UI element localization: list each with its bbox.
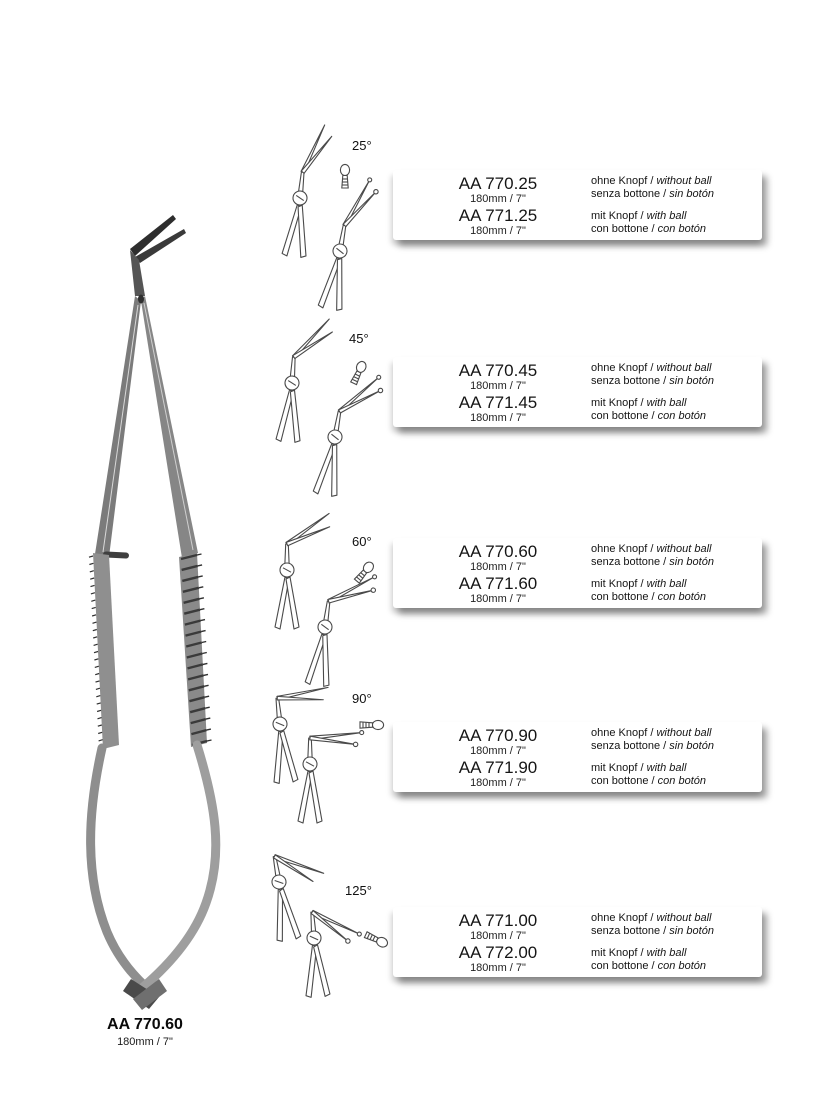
product-info-panel <box>393 538 762 608</box>
product-description <box>591 762 762 788</box>
product-description <box>591 210 762 236</box>
desc-italian: con bottone / <box>591 222 655 235</box>
angle-label: 60° <box>352 534 372 549</box>
product-info-panel <box>393 722 762 792</box>
desc-english: without ball <box>656 911 712 924</box>
desc-english: with ball <box>646 396 687 409</box>
product-codes-column <box>393 725 577 790</box>
product-entry <box>419 574 577 605</box>
product-code: AA 770.45 <box>458 360 538 380</box>
desc-english: without ball <box>656 174 712 187</box>
product-descriptions-column <box>577 175 762 236</box>
product-info-panel <box>393 357 762 427</box>
product-entry <box>419 206 577 237</box>
product-entry <box>419 542 577 573</box>
desc-spanish: con botón <box>657 222 706 235</box>
product-size: 180mm / 7" <box>470 560 526 573</box>
product-info-panel <box>393 907 762 977</box>
desc-spanish: con botón <box>657 590 706 603</box>
product-codes-column <box>393 360 577 425</box>
desc-english: with ball <box>646 209 687 222</box>
desc-spanish: sin botón <box>669 924 714 937</box>
desc-german: mit Knopf / <box>591 396 644 409</box>
desc-english: with ball <box>646 577 687 590</box>
desc-english: without ball <box>656 542 712 555</box>
desc-spanish: con botón <box>657 774 706 787</box>
product-description <box>591 727 762 753</box>
product-descriptions-column <box>577 362 762 423</box>
product-entry <box>419 911 577 942</box>
product-entry <box>419 758 577 789</box>
desc-spanish: con botón <box>657 409 706 422</box>
desc-italian: con bottone / <box>591 959 655 972</box>
desc-spanish: con botón <box>657 959 706 972</box>
scissors-angle-illustration <box>250 118 405 320</box>
desc-italian: con bottone / <box>591 409 655 422</box>
desc-italian: senza bottone / <box>591 739 667 752</box>
desc-english: without ball <box>656 726 712 739</box>
desc-italian: senza bottone / <box>591 924 667 937</box>
desc-english: with ball <box>646 761 687 774</box>
product-code: AA 771.90 <box>458 757 538 777</box>
product-codes-column <box>393 173 577 238</box>
angle-label: 45° <box>349 331 369 346</box>
desc-german: ohne Knopf / <box>591 911 654 924</box>
desc-german: mit Knopf / <box>591 761 644 774</box>
product-code: AA 771.25 <box>458 205 538 225</box>
product-description <box>591 578 762 604</box>
product-code: AA 772.00 <box>458 942 538 962</box>
desc-italian: senza bottone / <box>591 374 667 387</box>
product-entry <box>419 174 577 205</box>
desc-italian: senza bottone / <box>591 187 667 200</box>
product-size: 180mm / 7" <box>470 411 526 424</box>
product-entry <box>419 361 577 392</box>
product-size: 180mm / 7" <box>470 929 526 942</box>
angle-label: 90° <box>352 691 372 706</box>
product-description <box>591 543 762 569</box>
product-size: 180mm / 7" <box>470 192 526 205</box>
angle-label: 25° <box>352 138 372 153</box>
desc-german: ohne Knopf / <box>591 726 654 739</box>
desc-italian: senza bottone / <box>591 555 667 568</box>
scissors-angle-illustration <box>250 316 405 508</box>
product-descriptions-column <box>577 912 762 973</box>
product-code: AA 770.25 <box>458 173 538 193</box>
desc-spanish: sin botón <box>669 739 714 752</box>
scissors-angle-illustration <box>250 680 405 837</box>
product-description <box>591 362 762 388</box>
desc-german: mit Knopf / <box>591 946 644 959</box>
desc-italian: con bottone / <box>591 590 655 603</box>
desc-spanish: sin botón <box>669 374 714 387</box>
main-product-code: AA 770.60 <box>107 1016 183 1033</box>
product-entry <box>419 943 577 974</box>
main-scissors-photo <box>45 175 260 1015</box>
desc-german: ohne Knopf / <box>591 361 654 374</box>
angle-label: 125° <box>345 883 372 898</box>
desc-english: with ball <box>646 946 687 959</box>
product-size: 180mm / 7" <box>470 379 526 392</box>
product-size: 180mm / 7" <box>470 224 526 237</box>
product-size: 180mm / 7" <box>470 592 526 605</box>
desc-spanish: sin botón <box>669 187 714 200</box>
product-code: AA 770.60 <box>458 541 538 561</box>
product-code: AA 771.60 <box>458 573 538 593</box>
product-code: AA 771.45 <box>458 392 538 412</box>
desc-spanish: sin botón <box>669 555 714 568</box>
main-product-caption <box>50 1016 240 1049</box>
product-entry <box>419 393 577 424</box>
product-size: 180mm / 7" <box>470 744 526 757</box>
product-code: AA 771.00 <box>458 910 538 930</box>
desc-italian: con bottone / <box>591 774 655 787</box>
product-code: AA 770.90 <box>458 725 538 745</box>
desc-german: ohne Knopf / <box>591 542 654 555</box>
product-info-panel <box>393 170 762 240</box>
product-description <box>591 947 762 973</box>
desc-german: mit Knopf / <box>591 209 644 222</box>
product-size: 180mm / 7" <box>470 961 526 974</box>
product-entry <box>419 726 577 757</box>
main-product-size: 180mm / 7" <box>117 1036 173 1048</box>
scissors-angle-illustration <box>250 510 405 692</box>
product-description <box>591 175 762 201</box>
desc-german: ohne Knopf / <box>591 174 654 187</box>
desc-german: mit Knopf / <box>591 577 644 590</box>
desc-english: without ball <box>656 361 712 374</box>
product-codes-column <box>393 910 577 975</box>
product-codes-column <box>393 541 577 606</box>
product-size: 180mm / 7" <box>470 776 526 789</box>
product-description <box>591 912 762 938</box>
product-description <box>591 397 762 423</box>
product-descriptions-column <box>577 727 762 788</box>
product-descriptions-column <box>577 543 762 604</box>
scissors-angle-illustration <box>250 846 405 1008</box>
